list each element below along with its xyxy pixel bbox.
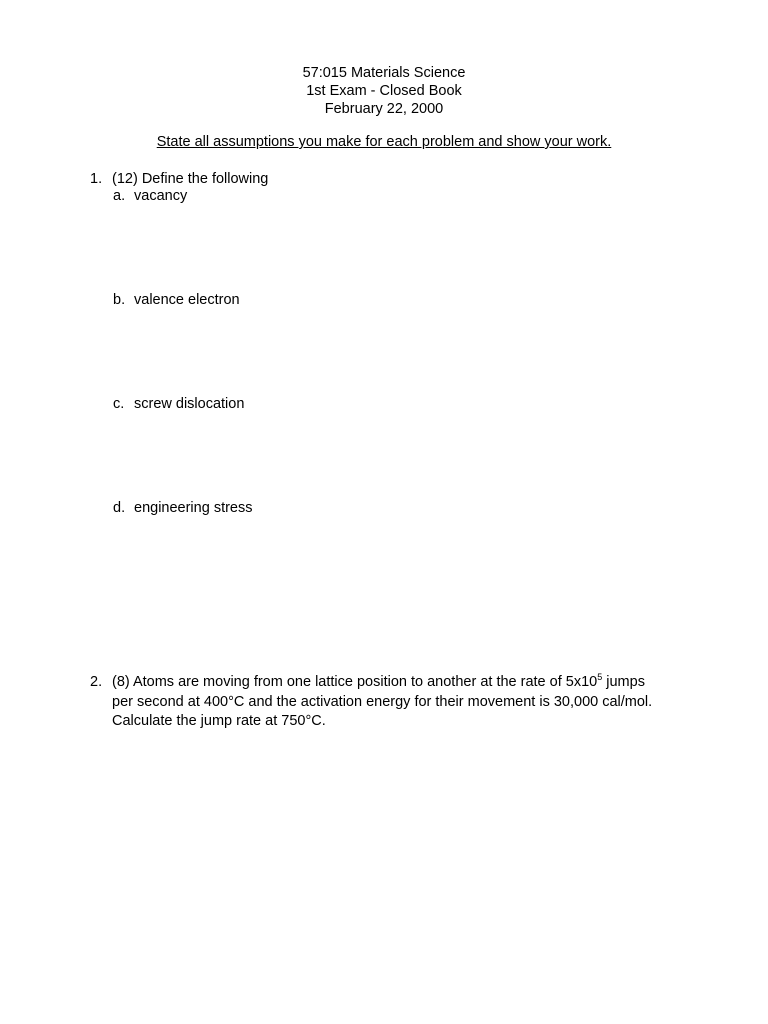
question-1-part-a [113,187,187,205]
course-title: 57:015 Materials Science [302,65,466,81]
exam-title: 1st Exam - Closed Book [306,83,462,99]
question-2-line-3: Calculate the jump rate at 750°C. [112,713,326,729]
part-text: engineering stress [134,500,253,516]
part-text: vacancy [134,188,188,204]
question-2-text [112,673,652,732]
question-2-number: 2. [90,674,103,690]
exam-header [0,64,768,118]
part-letter: b. [113,292,126,308]
question-1-part-b [113,291,240,309]
part-letter: c. [113,396,125,412]
exponent: 5 [597,672,603,683]
instructions: State all assumptions you make for each problem and show your work. [156,134,612,150]
question-2-line-2: per second at 400°C and the activation energy for their movement is 30,000 cal/mol. [112,693,653,710]
question-2-line-1 [112,673,652,693]
part-text: valence electron [134,292,240,308]
question-1-part-c [113,395,244,413]
exam-date: February 22, 2000 [324,101,444,117]
question-1-number: 1. [90,171,103,187]
question-1-part-d [113,499,253,517]
question-1-text: (12) Define the following [112,171,269,187]
part-letter: d. [113,500,126,516]
question-2-line-1-post: jumps [602,674,645,690]
question-2-line-1-pre: (8) Atoms are moving from one lattice position to another at the rate of 5x10 [112,674,598,690]
part-letter: a. [113,188,126,204]
part-text: screw dislocation [134,396,245,412]
